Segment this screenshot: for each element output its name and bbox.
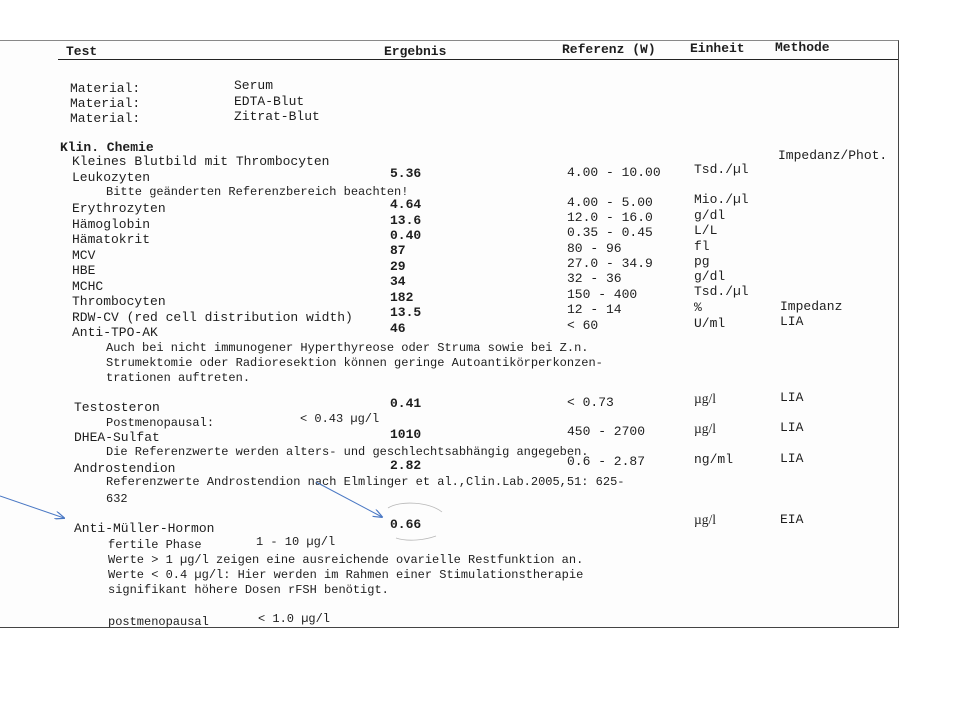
arrow-to-amh-value xyxy=(316,482,382,517)
note-amh-line: Werte > 1 µg/l zeigen eine ausreichende ovarielle Restfunktion an. xyxy=(108,553,584,567)
phase-value: 1 - 10 µg/l xyxy=(256,535,336,549)
row-name: Hämatokrit xyxy=(72,232,151,247)
material-value: Serum xyxy=(234,78,274,93)
row-unit: % xyxy=(694,300,702,315)
post-value: < 1.0 µg/l xyxy=(258,612,331,626)
note-andro-line: Referenzwerte Androstendion nach Elmlinger et al.,Clin.Lab.2005,51: 625- xyxy=(106,475,625,489)
row-reference: 150 - 400 xyxy=(567,287,638,302)
row-name: Hämoglobin xyxy=(72,217,151,232)
row-value: 46 xyxy=(390,321,406,336)
row-reference: 12.0 - 16.0 xyxy=(567,210,653,225)
sub-value: < 0.43 µg/l xyxy=(300,412,380,426)
row-unit: µg/l xyxy=(694,391,717,406)
row-reference: 4.00 - 10.00 xyxy=(567,165,661,180)
note-dhea: Die Referenzwerte werden alters- und geschlechtsabhängig angegeben. xyxy=(106,445,589,459)
row-value: 34 xyxy=(390,274,406,289)
material-value: Zitrat-Blut xyxy=(234,109,320,124)
header-test: Test xyxy=(66,44,98,59)
row-reference: < 60 xyxy=(567,318,599,333)
row-name: Thrombocyten xyxy=(72,294,166,309)
row-unit: pg xyxy=(694,254,710,269)
row-name: Anti-Müller-Hormon xyxy=(74,521,215,536)
row-name: Leukozyten xyxy=(72,170,151,185)
row-name: DHEA-Sulfat xyxy=(74,430,160,445)
note-leukozyten: Bitte geänderten Referenzbereich beachten! xyxy=(106,185,409,199)
row-unit: µg/l xyxy=(694,421,717,436)
row-method: LIA xyxy=(780,451,804,466)
row-reference: 4.00 - 5.00 xyxy=(567,195,653,210)
material-label: Material: xyxy=(70,81,141,96)
row-reference: 32 - 36 xyxy=(567,271,622,286)
header-reference: Referenz (W) xyxy=(562,42,656,57)
row-method: Impedanz xyxy=(780,299,843,314)
row-method: LIA xyxy=(780,314,804,329)
material-value: EDTA-Blut xyxy=(234,94,305,109)
row-unit: Mio./µl xyxy=(694,192,749,207)
row-method: LIA xyxy=(780,390,804,405)
row-unit: Tsd./µl xyxy=(694,162,749,177)
arrow-to-amh-name xyxy=(0,496,64,518)
phase-label: fertile Phase xyxy=(108,538,202,552)
row-reference: 80 - 96 xyxy=(567,241,622,256)
header-unit: Einheit xyxy=(690,41,745,56)
row-value: 0.40 xyxy=(390,228,422,243)
row-unit: µg/l xyxy=(694,512,717,527)
note-tpo-line: Auch bei nicht immunogener Hyperthyreose oder Struma sowie bei Z.n. xyxy=(106,341,589,355)
row-name: RDW-CV (red cell distribution width) xyxy=(72,310,353,325)
row-name: Testosteron xyxy=(74,400,160,415)
material-label: Material: xyxy=(70,96,141,111)
note-andro-line: 632 xyxy=(106,492,128,506)
row-value: 13.6 xyxy=(390,213,422,228)
post-label: postmenopausal xyxy=(108,615,209,628)
row-reference: < 0.73 xyxy=(567,395,614,410)
header-method: Methode xyxy=(775,40,830,55)
row-value: 182 xyxy=(390,290,414,305)
row-value: 0.66 xyxy=(390,517,422,532)
material-label: Material: xyxy=(70,111,141,126)
row-value: 87 xyxy=(390,243,406,258)
row-name: Anti-TPO-AK xyxy=(72,325,158,340)
row-name: Erythrozyten xyxy=(72,201,166,216)
blutbild-method: Impedanz/Phot. xyxy=(778,148,888,163)
row-unit: ng/ml xyxy=(694,452,734,467)
row-value: 13.5 xyxy=(390,305,422,320)
row-name: MCHC xyxy=(72,279,104,294)
row-unit: fl xyxy=(694,239,710,254)
row-unit: g/dl xyxy=(694,208,726,223)
note-tpo-line: Strumektomie oder Radioresektion können geringe Autoantikörperkonzen- xyxy=(106,356,603,370)
value-circle-mark xyxy=(388,503,442,540)
row-unit: Tsd./µl xyxy=(694,284,749,299)
row-value: 1010 xyxy=(390,427,422,442)
header-result: Ergebnis xyxy=(384,44,447,59)
row-method: LIA xyxy=(780,420,804,435)
row-reference: 0.6 - 2.87 xyxy=(567,454,646,469)
row-value: 0.41 xyxy=(390,396,422,411)
row-unit: g/dl xyxy=(694,269,726,284)
note-amh-line: signifikant höhere Dosen rFSH benötigt. xyxy=(108,583,389,597)
row-method: EIA xyxy=(780,512,804,527)
blutbild-title: Kleines Blutbild mit Thrombocyten xyxy=(72,154,330,169)
row-value: 4.64 xyxy=(390,197,422,212)
row-unit: L/L xyxy=(694,223,718,238)
row-reference: 12 - 14 xyxy=(567,302,622,317)
row-value: 2.82 xyxy=(390,458,422,473)
row-value: 5.36 xyxy=(390,166,422,181)
row-reference: 27.0 - 34.9 xyxy=(567,256,653,271)
row-unit: U/ml xyxy=(694,316,726,331)
row-name: Androstendion xyxy=(74,461,176,476)
row-name: MCV xyxy=(72,248,96,263)
note-tpo-line: trationen auftreten. xyxy=(106,371,251,385)
row-name: HBE xyxy=(72,263,96,278)
row-reference: 0.35 - 0.45 xyxy=(567,225,653,240)
section-title: Klin. Chemie xyxy=(60,140,154,155)
note-amh-line: Werte < 0.4 µg/l: Hier werden im Rahmen einer Stimulationstherapie xyxy=(108,568,584,582)
row-value: 29 xyxy=(390,259,406,274)
sub-label: Postmenopausal: xyxy=(106,416,215,430)
row-reference: 450 - 2700 xyxy=(567,424,646,439)
